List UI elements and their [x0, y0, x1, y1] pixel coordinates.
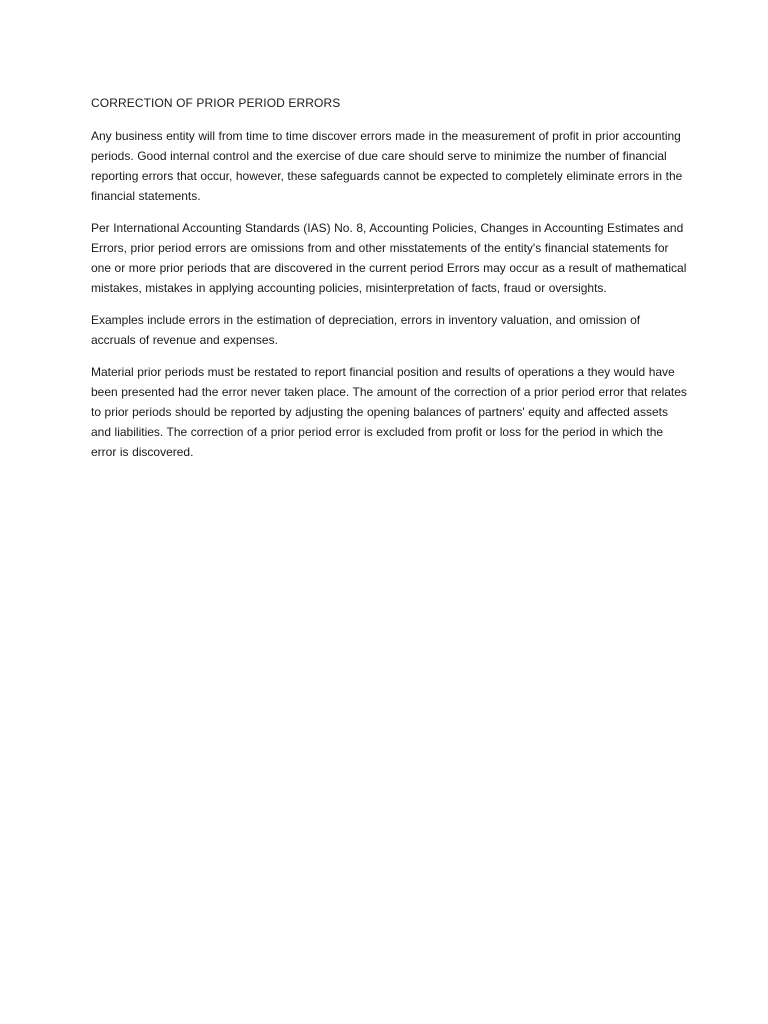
- paragraph-intro: Any business entity will from time to time discover errors made in the measurement of profit in prior accounting periods. Good internal control and the exercise of due care should serve to minimize the number of financial reporting errors that occur, however, these safeguards cannot be expected to completely eliminate errors in the financial statements.: [91, 129, 683, 203]
- document-title: CORRECTION OF PRIOR PERIOD ERRORS: [91, 96, 341, 110]
- paragraph-ias-definition: Per International Accounting Standards (IAS) No. 8, Accounting Policies, Changes in Accounting Estimates and Errors, prior period errors are omissions from and other misstatements of the entity's financial statements for one or more prior periods that are discovered in the current period Errors may occur as a result of mathematical mistakes, mistakes in applying accounting policies, misinterpretation of facts, fraud or oversights.: [91, 221, 687, 295]
- paragraph-restatement: Material prior periods must be restated to report financial position and results of operations a they would have been presented had the error never taken place. The amount of the correction of a prior period error that relates to prior periods should be reported by adjusting the opening balances of partners' equity and affected assets and liabilities. The correction of a prior period error is excluded from profit or loss for the period in which the error is discovered.: [91, 365, 687, 459]
- paragraph-examples: Examples include errors in the estimation of depreciation, errors in inventory valuation, and omission of accruals of revenue and expenses.: [91, 313, 641, 347]
